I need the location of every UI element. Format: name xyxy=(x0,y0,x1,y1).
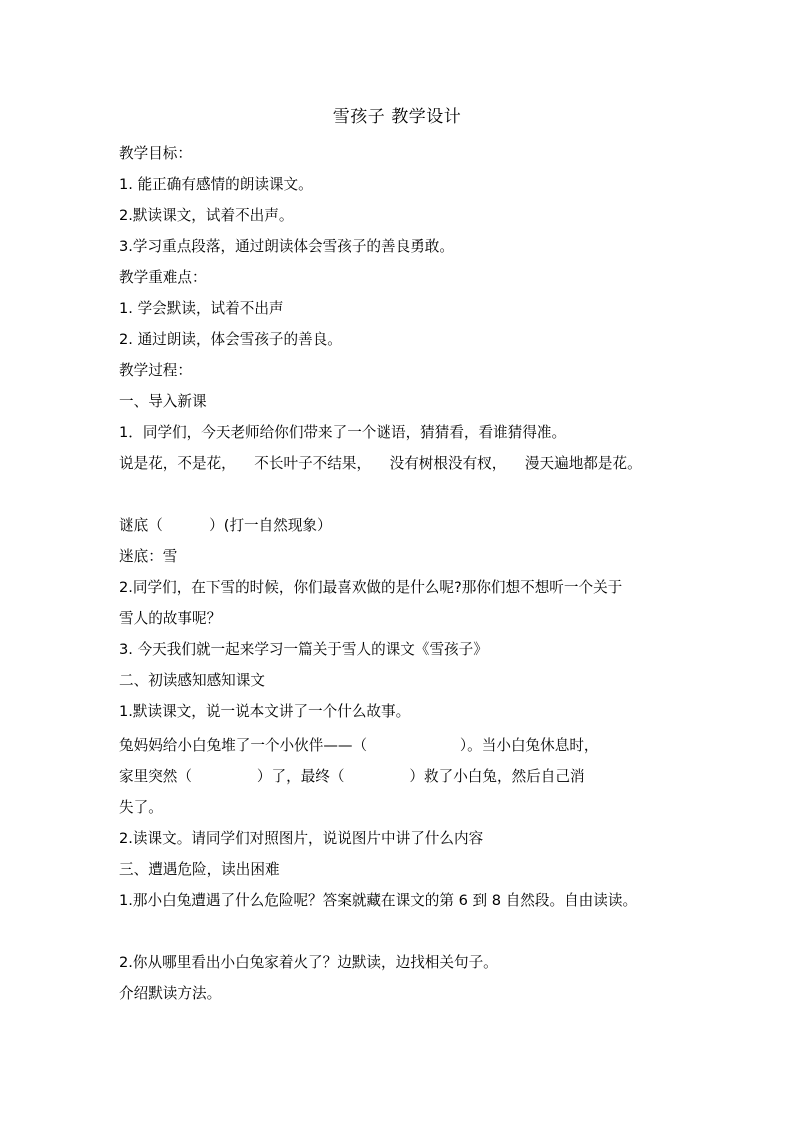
paragraph-line: 2.读课文。请同学们对照图片，说说图片中讲了什么内容 xyxy=(119,830,484,847)
riddle-line: 说是花，不是花， 不长叶子不结果， 没有树根没有杈， 漫天遍地都是花。 xyxy=(119,455,642,472)
paragraph-line: 介绍默读方法。 xyxy=(119,985,222,1002)
subsection-heading: 三、遭遇危险，读出困难 xyxy=(119,861,280,878)
objective-item: 1. 能正确有感情的朗读课文。 xyxy=(119,176,313,193)
section-heading-process: 教学过程： xyxy=(119,362,192,379)
paragraph-line: 3. 今天我们就一起来学习一篇关于雪人的课文《雪孩子》 xyxy=(119,641,488,658)
paragraph-line: 1．同学们，今天老师给你们带来了一个谜语，猜猜看，看谁猜得准。 xyxy=(119,424,567,441)
key-point-item: 2. 通过朗读，体会雪孩子的善良。 xyxy=(119,331,342,348)
subsection-heading: 一、导入新课 xyxy=(119,393,207,410)
section-heading-key-points: 教学重难点： xyxy=(119,269,207,286)
fill-in-line: 家里突然（ ）了，最终（ ）救了小白兔，然后自己消 xyxy=(119,768,585,785)
paragraph-line: 2.你从哪里看出小白兔家着火了？边默读，边找相关句子。 xyxy=(119,954,498,971)
paragraph-line: 1.默读课文，说一说本文讲了一个什么故事。 xyxy=(119,703,411,720)
objective-item: 2.默读课文，试着不出声。 xyxy=(119,207,294,224)
objective-item: 3.学习重点段落，通过朗读体会雪孩子的善良勇敢。 xyxy=(119,238,454,255)
fill-in-line: 兔妈妈给小白兔堆了一个小伙伴——（ ）。当小白兔休息时， xyxy=(119,737,599,754)
paragraph-line: 雪人的故事呢？ xyxy=(119,610,222,627)
riddle-answer-blank: 谜底（ ）(打一自然现象） xyxy=(119,517,332,534)
fill-in-line: 失了。 xyxy=(119,799,163,816)
paragraph-line: 1.那小白兔遭遇了什么危险呢？答案就藏在课文的第 6 到 8 自然段。自由读读。 xyxy=(119,892,638,909)
riddle-answer: 迷底：雪 xyxy=(119,548,178,565)
section-heading-objectives: 教学目标： xyxy=(119,145,192,162)
key-point-item: 1. 学会默读，试着不出声 xyxy=(119,300,284,317)
document-title: 雪孩子 教学设计 xyxy=(332,107,462,127)
subsection-heading: 二、初读感知感知课文 xyxy=(119,672,265,689)
paragraph-line: 2.同学们，在下雪的时候，你们最喜欢做的是什么呢?那你们想不想听一个关于 xyxy=(119,579,623,596)
